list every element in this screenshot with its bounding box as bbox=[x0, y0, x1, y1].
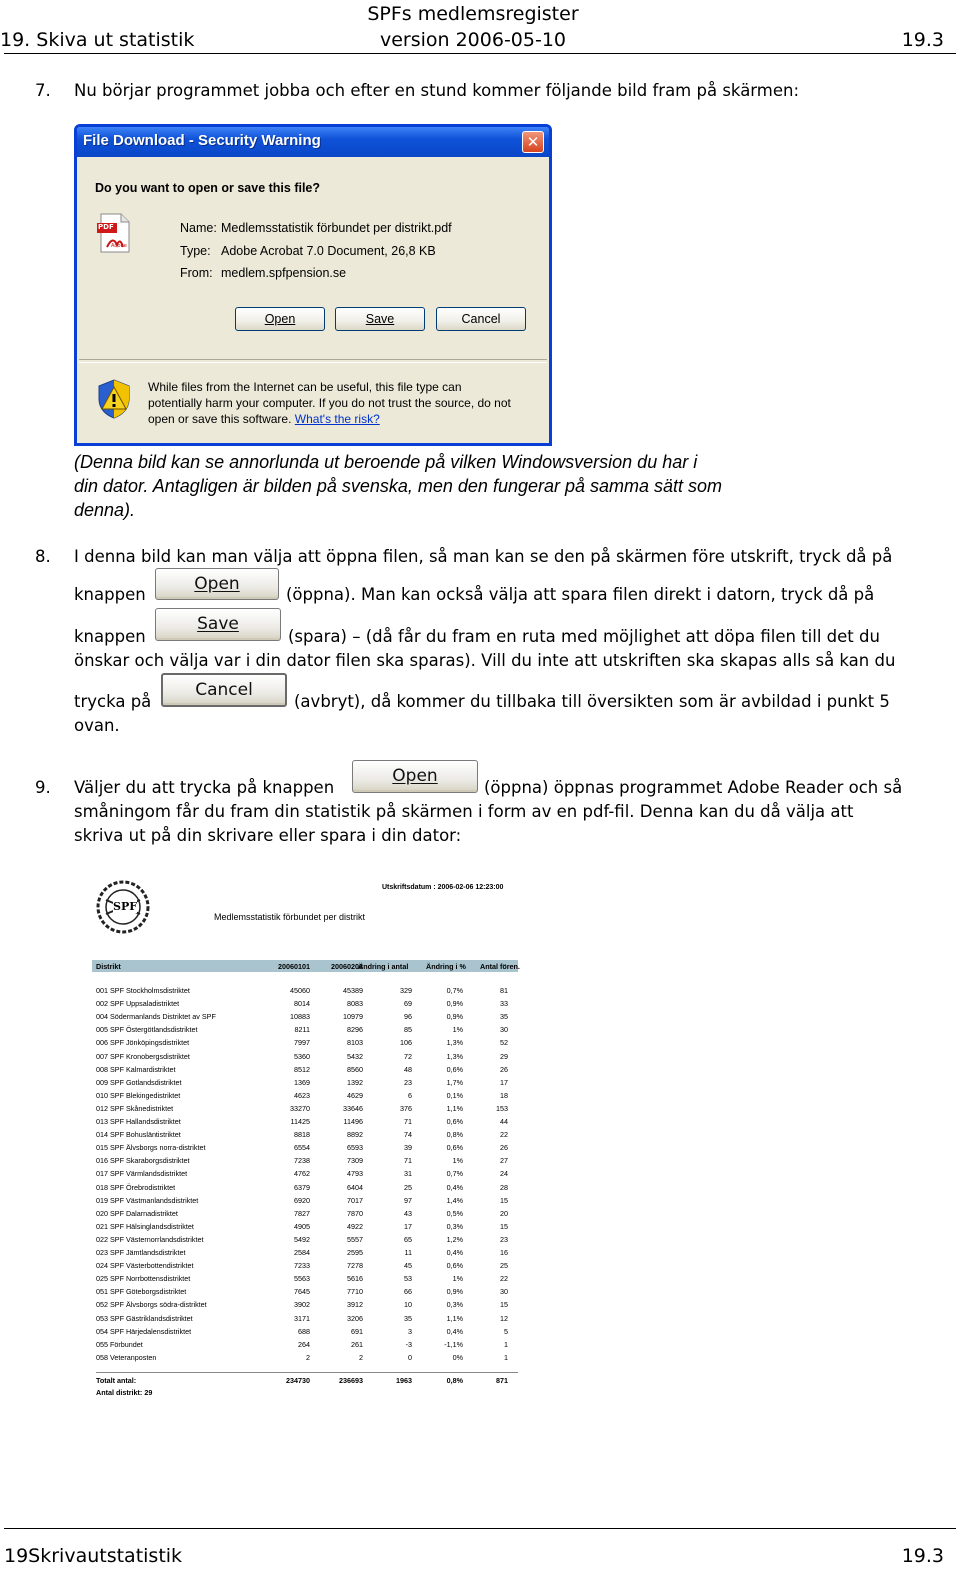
row-antal-foren: 29 bbox=[500, 1051, 508, 1061]
dialog-cancel-button[interactable] bbox=[436, 307, 526, 331]
row-andring-procent: 1,1% bbox=[446, 1313, 463, 1323]
row-antal-foren: 44 bbox=[500, 1117, 508, 1126]
row-andring-procent: 1% bbox=[452, 1025, 463, 1035]
table-row bbox=[96, 1298, 518, 1311]
table-row bbox=[96, 1233, 518, 1246]
row-20060208: 5432 bbox=[347, 1051, 363, 1061]
row-antal-foren: 30 bbox=[500, 1025, 508, 1035]
row-antal-foren: 27 bbox=[500, 1156, 508, 1166]
row-andring-antal: 106 bbox=[400, 1038, 412, 1048]
row-20060208: 10979 bbox=[343, 1012, 363, 1022]
row-20060101: 7645 bbox=[294, 1287, 310, 1297]
row-distrikt: 023 SPF Jämtlandsdistriktet bbox=[96, 1248, 186, 1257]
from-label: From: bbox=[180, 266, 213, 280]
row-andring-procent: 0,8% bbox=[446, 1130, 463, 1140]
col-antal-foren: Antal fören. bbox=[480, 962, 520, 971]
row-20060208: 11496 bbox=[343, 1117, 363, 1126]
row-20060208: 3912 bbox=[347, 1300, 363, 1310]
row-andring-antal: 71 bbox=[404, 1117, 412, 1126]
footer-page: 19.3 bbox=[901, 1545, 944, 1567]
table-row bbox=[96, 1181, 518, 1194]
row-20060101: 6554 bbox=[294, 1143, 310, 1153]
row-20060208: 5616 bbox=[347, 1274, 363, 1284]
row-20060208: 7309 bbox=[347, 1156, 363, 1166]
row-antal-foren: 18 bbox=[500, 1090, 508, 1100]
row-andring-procent: 0,4% bbox=[446, 1248, 463, 1257]
row-20060208: 5557 bbox=[347, 1234, 363, 1244]
row-distrikt: 019 SPF Västmanlandsdistriktet bbox=[96, 1195, 199, 1205]
header-title: SPFs medlemsregister bbox=[367, 3, 579, 25]
row-20060208: 2595 bbox=[347, 1248, 363, 1257]
row-andring-procent: 1% bbox=[452, 1274, 463, 1284]
row-andring-procent: -1,1% bbox=[444, 1339, 463, 1349]
row-20060208: 8103 bbox=[347, 1038, 363, 1048]
row-andring-antal: 31 bbox=[404, 1169, 412, 1179]
row-20060208: 8560 bbox=[347, 1064, 363, 1074]
row-andring-procent: 0,9% bbox=[446, 1012, 463, 1022]
table-row bbox=[96, 1246, 518, 1259]
row-andring-procent: 0,3% bbox=[446, 1300, 463, 1310]
file-download-dialog bbox=[74, 124, 552, 446]
row-20060101: 264 bbox=[298, 1339, 310, 1349]
row-20060208: 33646 bbox=[343, 1103, 363, 1113]
row-andring-antal: 96 bbox=[404, 1012, 412, 1022]
pdf-file-icon bbox=[97, 213, 131, 253]
row-20060101: 8512 bbox=[294, 1064, 310, 1074]
table-row bbox=[96, 1141, 518, 1154]
row-antal-foren: 25 bbox=[500, 1261, 508, 1271]
row-20060101: 3171 bbox=[294, 1313, 310, 1323]
table-row bbox=[96, 1076, 518, 1089]
total-antal-foren: 871 bbox=[496, 1376, 508, 1385]
inline-save-label: Save bbox=[197, 614, 239, 634]
row-20060208: 6404 bbox=[347, 1182, 363, 1192]
total-label: Totalt antal: bbox=[96, 1376, 137, 1385]
row-antal-foren: 26 bbox=[500, 1064, 508, 1074]
table-row bbox=[96, 1036, 518, 1049]
row-20060208: 261 bbox=[351, 1339, 363, 1349]
row-antal-foren: 26 bbox=[500, 1143, 508, 1153]
row-20060208: 7017 bbox=[347, 1195, 363, 1205]
row-20060208: 4922 bbox=[347, 1221, 363, 1231]
report-title: Medlemsstatistik förbundet per distrikt bbox=[214, 912, 366, 922]
row-antal-foren: 12 bbox=[500, 1313, 508, 1323]
dialog-save-label: Save bbox=[365, 312, 395, 326]
row-distrikt: 052 SPF Älvsborgs södra-distriktet bbox=[96, 1300, 207, 1310]
col-andring-antal: Ändring i antal bbox=[358, 962, 409, 971]
row-andring-antal: 10 bbox=[404, 1300, 412, 1310]
type-label: Type: bbox=[180, 244, 211, 258]
row-antal-foren: 1 bbox=[504, 1352, 508, 1362]
row-andring-antal: 3 bbox=[408, 1326, 412, 1336]
row-20060208: 7870 bbox=[347, 1208, 363, 1218]
row-20060101: 8014 bbox=[294, 999, 310, 1009]
row-distrikt: 002 SPF Uppsaladistriktet bbox=[96, 999, 180, 1009]
row-20060208: 8296 bbox=[347, 1025, 363, 1035]
row-andring-procent: 0,3% bbox=[446, 1221, 463, 1231]
row-antal-foren: 52 bbox=[500, 1038, 508, 1048]
total-20060101: 234730 bbox=[286, 1376, 310, 1385]
row-20060101: 4623 bbox=[294, 1090, 310, 1100]
spf-logo bbox=[96, 880, 150, 934]
warning-line-1: While files from the Internet can be useful, this file type can bbox=[148, 380, 462, 394]
row-20060101: 5360 bbox=[294, 1051, 310, 1061]
row-distrikt: 009 SPF Gotlandsdistriktet bbox=[96, 1077, 182, 1087]
row-andring-antal: 39 bbox=[404, 1143, 412, 1153]
row-antal-foren: 30 bbox=[500, 1287, 508, 1297]
row-20060208: 8892 bbox=[347, 1130, 363, 1140]
row-20060101: 8211 bbox=[294, 1025, 310, 1035]
row-20060208: 7278 bbox=[347, 1261, 363, 1271]
row-20060101: 5492 bbox=[294, 1234, 310, 1244]
step9-after-button: (öppna) öppnas programmet Adobe Reader och så bbox=[484, 778, 903, 797]
row-20060101: 3902 bbox=[294, 1300, 310, 1310]
row-andring-procent: 1% bbox=[452, 1156, 463, 1166]
inline-open-button-2 bbox=[352, 760, 478, 793]
row-andring-antal: 35 bbox=[404, 1313, 412, 1323]
row-distrikt: 005 SPF Östergötlandsdistriktet bbox=[96, 1025, 198, 1035]
row-antal-foren: 22 bbox=[500, 1274, 508, 1284]
table-row bbox=[96, 1050, 518, 1063]
total-andring-antal: 1963 bbox=[396, 1376, 412, 1385]
row-antal-foren: 16 bbox=[500, 1248, 508, 1257]
row-20060208: 4629 bbox=[347, 1090, 363, 1100]
report-header-row bbox=[96, 960, 518, 973]
row-andring-antal: 72 bbox=[404, 1051, 412, 1061]
row-andring-antal: 97 bbox=[404, 1195, 412, 1205]
row-andring-procent: 0,6% bbox=[446, 1064, 463, 1074]
row-andring-antal: 74 bbox=[404, 1130, 412, 1140]
table-row bbox=[96, 1325, 518, 1338]
row-antal-foren: 1 bbox=[504, 1339, 508, 1349]
inline-cancel-label: Cancel bbox=[195, 680, 253, 700]
row-distrikt: 058 Veteranposten bbox=[96, 1352, 157, 1362]
row-20060101: 6379 bbox=[294, 1182, 310, 1192]
header-section: 19. Skiva ut statistik bbox=[0, 29, 195, 51]
inline-open-button bbox=[155, 568, 279, 600]
row-antal-foren: 20 bbox=[500, 1208, 508, 1218]
row-distrikt: 055 Förbundet bbox=[96, 1339, 143, 1349]
row-andring-procent: 1,3% bbox=[446, 1051, 463, 1061]
row-20060208: 8083 bbox=[347, 999, 363, 1009]
row-antal-foren: 28 bbox=[500, 1182, 508, 1192]
row-andring-procent: 1,2% bbox=[446, 1234, 463, 1244]
row-20060101: 1369 bbox=[294, 1077, 310, 1087]
dialog-save-button[interactable] bbox=[335, 307, 425, 331]
row-andring-antal: 45 bbox=[404, 1261, 412, 1271]
report-date: Utskriftsdatum : 2006-02-06 12:23:00 bbox=[382, 884, 504, 891]
row-20060208: 3206 bbox=[347, 1313, 363, 1323]
name-label: Name: bbox=[180, 221, 217, 235]
step9-line-2: småningom får du fram din statistik på skärmen i form av en pdf-fil. Denna kan du då välja att bbox=[74, 802, 854, 821]
row-20060208: 691 bbox=[351, 1326, 363, 1336]
row-20060101: 688 bbox=[298, 1326, 310, 1336]
step8-after-open: (öppna). Man kan också välja att spara filen direkt i datorn, tryck då på bbox=[286, 585, 875, 604]
dialog-separator bbox=[79, 359, 547, 363]
row-andring-procent: 0,9% bbox=[446, 999, 463, 1009]
table-row bbox=[96, 1063, 518, 1076]
row-20060101: 4762 bbox=[294, 1169, 310, 1179]
count-label: Antal distrikt: 29 bbox=[96, 1388, 153, 1397]
row-andring-procent: 1,1% bbox=[446, 1103, 463, 1113]
step8-number: 8. bbox=[35, 547, 51, 566]
step8-knappen-2: knappen bbox=[74, 627, 146, 646]
row-20060101: 8818 bbox=[294, 1130, 310, 1140]
table-row bbox=[96, 1089, 518, 1102]
step8-ovan: ovan. bbox=[74, 716, 120, 735]
table-row bbox=[96, 1338, 518, 1351]
from-value: medlem.spfpension.se bbox=[221, 266, 347, 280]
table-row bbox=[96, 1207, 518, 1220]
step8-after-save: (spara) – (då får du fram en ruta med möjlighet att döpa filen till det du bbox=[288, 627, 880, 646]
row-distrikt: 007 SPF Kronobergsdistriktet bbox=[96, 1051, 190, 1061]
step9-line-3: skriva ut på din skrivare eller spara i din dator: bbox=[74, 826, 462, 845]
row-andring-antal: -3 bbox=[405, 1339, 412, 1349]
close-icon[interactable]: ✕ bbox=[522, 131, 544, 153]
warning-line-2: potentially harm your computer. If you do not trust the source, do not bbox=[148, 396, 511, 410]
step7-text: Nu börjar programmet jobba och efter en stund kommer följande bild fram på skärmen: bbox=[74, 81, 800, 100]
col-andring-procent: Ändring i % bbox=[426, 962, 466, 971]
row-andring-antal: 376 bbox=[400, 1103, 412, 1113]
row-antal-foren: 81 bbox=[500, 986, 508, 995]
row-andring-procent: 0,4% bbox=[446, 1182, 463, 1192]
row-antal-foren: 35 bbox=[500, 1012, 508, 1022]
table-row bbox=[96, 1154, 518, 1167]
row-distrikt: 054 SPF Härjedalensdistriktet bbox=[96, 1326, 192, 1336]
table-row bbox=[96, 1128, 518, 1141]
total-20060208: 236693 bbox=[339, 1376, 363, 1385]
row-20060101: 6920 bbox=[294, 1195, 310, 1205]
total-andring-procent: 0,8% bbox=[446, 1376, 463, 1385]
row-distrikt: 053 SPF Gästriklandsdistriktet bbox=[96, 1313, 193, 1323]
table-row bbox=[96, 997, 518, 1010]
table-row bbox=[96, 1259, 518, 1272]
row-20060101: 33270 bbox=[290, 1103, 310, 1113]
row-20060101: 45060 bbox=[290, 986, 310, 995]
row-andring-antal: 0 bbox=[408, 1352, 412, 1362]
row-20060208: 6593 bbox=[347, 1143, 363, 1153]
row-20060101: 10883 bbox=[290, 1012, 310, 1022]
col-20060208: 20060208 bbox=[331, 962, 363, 971]
inline-save-button bbox=[155, 608, 281, 641]
table-row bbox=[96, 984, 518, 997]
note-line-1: (Denna bild kan se annorlunda ut beroende på vilken Windowsversion du har i bbox=[74, 452, 698, 472]
row-distrikt: 012 SPF Skånedistriktet bbox=[96, 1103, 174, 1113]
step9-before-button: Väljer du att trycka på knappen bbox=[74, 778, 335, 797]
table-row bbox=[96, 1312, 518, 1325]
row-distrikt: 022 SPF Västernorrlandsdistriktet bbox=[96, 1234, 204, 1244]
shield-warning-icon bbox=[97, 379, 131, 419]
row-antal-foren: 17 bbox=[500, 1077, 508, 1087]
row-20060101: 7827 bbox=[294, 1208, 310, 1218]
row-distrikt: 016 SPF Skaraborgsdistriktet bbox=[96, 1156, 190, 1166]
dialog-open-label: Open bbox=[264, 312, 296, 326]
table-row bbox=[96, 1023, 518, 1036]
inline-open-label: Open bbox=[194, 574, 240, 594]
type-value: Adobe Acrobat 7.0 Document, 26,8 KB bbox=[221, 244, 436, 258]
report-image bbox=[92, 876, 524, 1396]
row-antal-foren: 15 bbox=[500, 1195, 508, 1205]
inline-open-label-2: Open bbox=[392, 766, 438, 786]
table-row bbox=[96, 1115, 518, 1128]
dialog-open-button[interactable] bbox=[235, 307, 325, 331]
row-distrikt: 017 SPF Värmlandsdistriktet bbox=[96, 1169, 188, 1179]
row-antal-foren: 15 bbox=[500, 1221, 508, 1231]
row-andring-procent: 0,5% bbox=[446, 1208, 463, 1218]
row-20060101: 2 bbox=[306, 1352, 310, 1362]
row-distrikt: 051 SPF Göteborgsdistriktet bbox=[96, 1287, 187, 1297]
row-andring-antal: 43 bbox=[404, 1208, 412, 1218]
table-row bbox=[96, 1194, 518, 1207]
name-value: Medlemsstatistik förbundet per distrikt.pdf bbox=[221, 221, 452, 235]
row-20060101: 4905 bbox=[294, 1221, 310, 1231]
row-andring-procent: 0,4% bbox=[446, 1326, 463, 1336]
footer-left: 19Skrivautstatistik bbox=[4, 1545, 183, 1567]
row-antal-foren: 5 bbox=[504, 1326, 508, 1336]
row-antal-foren: 23 bbox=[500, 1234, 508, 1244]
dialog-title-bar bbox=[77, 127, 549, 157]
table-row bbox=[96, 1351, 518, 1364]
col-20060101: 20060101 bbox=[278, 962, 310, 971]
row-distrikt: 015 SPF Älvsborgs norra-distriktet bbox=[96, 1143, 206, 1153]
warning-line-3: open or save this software. bbox=[148, 412, 292, 426]
row-20060208: 1392 bbox=[347, 1077, 363, 1087]
step7-number: 7. bbox=[35, 81, 51, 100]
row-20060101: 5563 bbox=[294, 1274, 310, 1284]
row-andring-procent: 1,7% bbox=[446, 1077, 463, 1087]
header-page: 19.3 bbox=[901, 29, 944, 51]
row-20060101: 7997 bbox=[294, 1038, 310, 1048]
step8-line-b: önskar och välja var i din dator filen ska sparas). Vill du inte att utskriften ska skapas alls så kan du bbox=[74, 651, 896, 670]
row-distrikt: 013 SPF Hallandsdistriktet bbox=[96, 1117, 181, 1126]
dialog-cancel-label: Cancel bbox=[461, 312, 501, 326]
step8-knappen-1: knappen bbox=[74, 585, 146, 604]
row-distrikt: 024 SPF Västerbottendistriktet bbox=[96, 1261, 194, 1271]
inline-cancel-button bbox=[161, 673, 287, 707]
dialog-title: File Download - Security Warning bbox=[83, 132, 321, 149]
row-andring-procent: 0,6% bbox=[446, 1143, 463, 1153]
row-andring-antal: 11 bbox=[404, 1248, 412, 1257]
row-andring-procent: 0,6% bbox=[446, 1117, 463, 1126]
table-row bbox=[96, 1010, 518, 1023]
row-andring-procent: 0% bbox=[452, 1352, 463, 1362]
row-andring-antal: 48 bbox=[404, 1064, 412, 1074]
row-distrikt: 008 SPF Kalmardistriktet bbox=[96, 1064, 176, 1074]
row-20060101: 2584 bbox=[294, 1248, 310, 1257]
row-antal-foren: 153 bbox=[496, 1103, 508, 1113]
row-andring-procent: 0,7% bbox=[446, 986, 463, 995]
row-antal-foren: 24 bbox=[500, 1169, 508, 1179]
row-distrikt: 001 SPF Stockholmsdistriktet bbox=[96, 986, 190, 995]
row-andring-antal: 53 bbox=[404, 1274, 412, 1284]
row-andring-antal: 66 bbox=[404, 1287, 412, 1297]
row-antal-foren: 15 bbox=[500, 1300, 508, 1310]
note-line-2: din dator. Antagligen är bilden på svenska, men den fungerar på samma sätt som bbox=[74, 476, 723, 496]
row-distrikt: 006 SPF Jönköpingsdistriktet bbox=[96, 1038, 190, 1048]
header-rule bbox=[4, 53, 956, 54]
pdf-icon-label: PDF bbox=[98, 223, 114, 231]
row-andring-antal: 23 bbox=[404, 1077, 412, 1087]
row-distrikt: 014 SPF Bohusläntistriktet bbox=[96, 1130, 181, 1140]
row-distrikt: 020 SPF Dalarnadistriktet bbox=[96, 1208, 178, 1218]
table-row bbox=[96, 1285, 518, 1298]
table-row bbox=[96, 1220, 518, 1233]
row-antal-foren: 33 bbox=[500, 999, 508, 1009]
row-andring-antal: 85 bbox=[404, 1025, 412, 1035]
row-antal-foren: 22 bbox=[500, 1130, 508, 1140]
note-line-3: denna). bbox=[74, 500, 136, 520]
row-andring-antal: 69 bbox=[404, 999, 412, 1009]
row-andring-procent: 1,3% bbox=[446, 1038, 463, 1048]
report-count-row bbox=[96, 1386, 518, 1399]
dialog-question: Do you want to open or save this file? bbox=[95, 181, 321, 195]
spf-logo-text: SPF bbox=[113, 900, 138, 913]
report-total-rule bbox=[96, 1372, 518, 1373]
row-20060101: 7238 bbox=[294, 1156, 310, 1166]
row-andring-procent: 0,9% bbox=[446, 1287, 463, 1297]
row-andring-antal: 65 bbox=[404, 1234, 412, 1244]
dialog-warning-text bbox=[148, 379, 543, 427]
row-20060208: 7710 bbox=[347, 1287, 363, 1297]
row-20060101: 11425 bbox=[290, 1117, 310, 1126]
row-andring-procent: 0,7% bbox=[446, 1169, 463, 1179]
row-20060208: 45389 bbox=[343, 986, 363, 995]
step8-line-1: I denna bild kan man välja att öppna filen, så man kan se den på skärmen före utskrift, tryck då på bbox=[74, 547, 893, 566]
step8-trycka-pa: trycka på bbox=[74, 692, 152, 711]
table-row bbox=[96, 1167, 518, 1180]
row-andring-procent: 0,1% bbox=[446, 1090, 463, 1100]
row-distrikt: 025 SPF Norrbottensdistriktet bbox=[96, 1274, 191, 1284]
col-distrikt: Distrikt bbox=[96, 962, 121, 971]
row-andring-antal: 329 bbox=[400, 986, 412, 995]
row-distrikt: 021 SPF Hälsinglandsdistriktet bbox=[96, 1221, 194, 1231]
whats-the-risk-link[interactable]: What's the risk? bbox=[294, 412, 380, 426]
row-andring-antal: 71 bbox=[404, 1156, 412, 1166]
row-20060208: 2 bbox=[359, 1352, 363, 1362]
step9-number: 9. bbox=[35, 778, 51, 797]
step8-after-cancel: (avbryt), då kommer du tillbaka till översikten som är avbildad i punkt 5 bbox=[294, 692, 890, 711]
pdf-icon-sub: Adobe bbox=[111, 243, 127, 249]
row-20060208: 4793 bbox=[347, 1169, 363, 1179]
row-andring-antal: 6 bbox=[408, 1090, 412, 1100]
row-andring-procent: 0,6% bbox=[446, 1261, 463, 1271]
row-distrikt: 004 Södermanlands Distriktet av SPF bbox=[96, 1012, 216, 1022]
row-andring-procent: 1,4% bbox=[446, 1195, 463, 1205]
footer-rule bbox=[4, 1528, 956, 1529]
row-andring-antal: 25 bbox=[404, 1182, 412, 1192]
table-row bbox=[96, 1102, 518, 1115]
row-20060101: 7233 bbox=[294, 1261, 310, 1271]
header-version: version 2006-05-10 bbox=[379, 29, 567, 51]
row-distrikt: 010 SPF Blekingedistriktet bbox=[96, 1090, 181, 1100]
table-row bbox=[96, 1272, 518, 1285]
row-andring-antal: 17 bbox=[404, 1221, 412, 1231]
row-distrikt: 018 SPF Örebrodistriktet bbox=[96, 1182, 176, 1192]
